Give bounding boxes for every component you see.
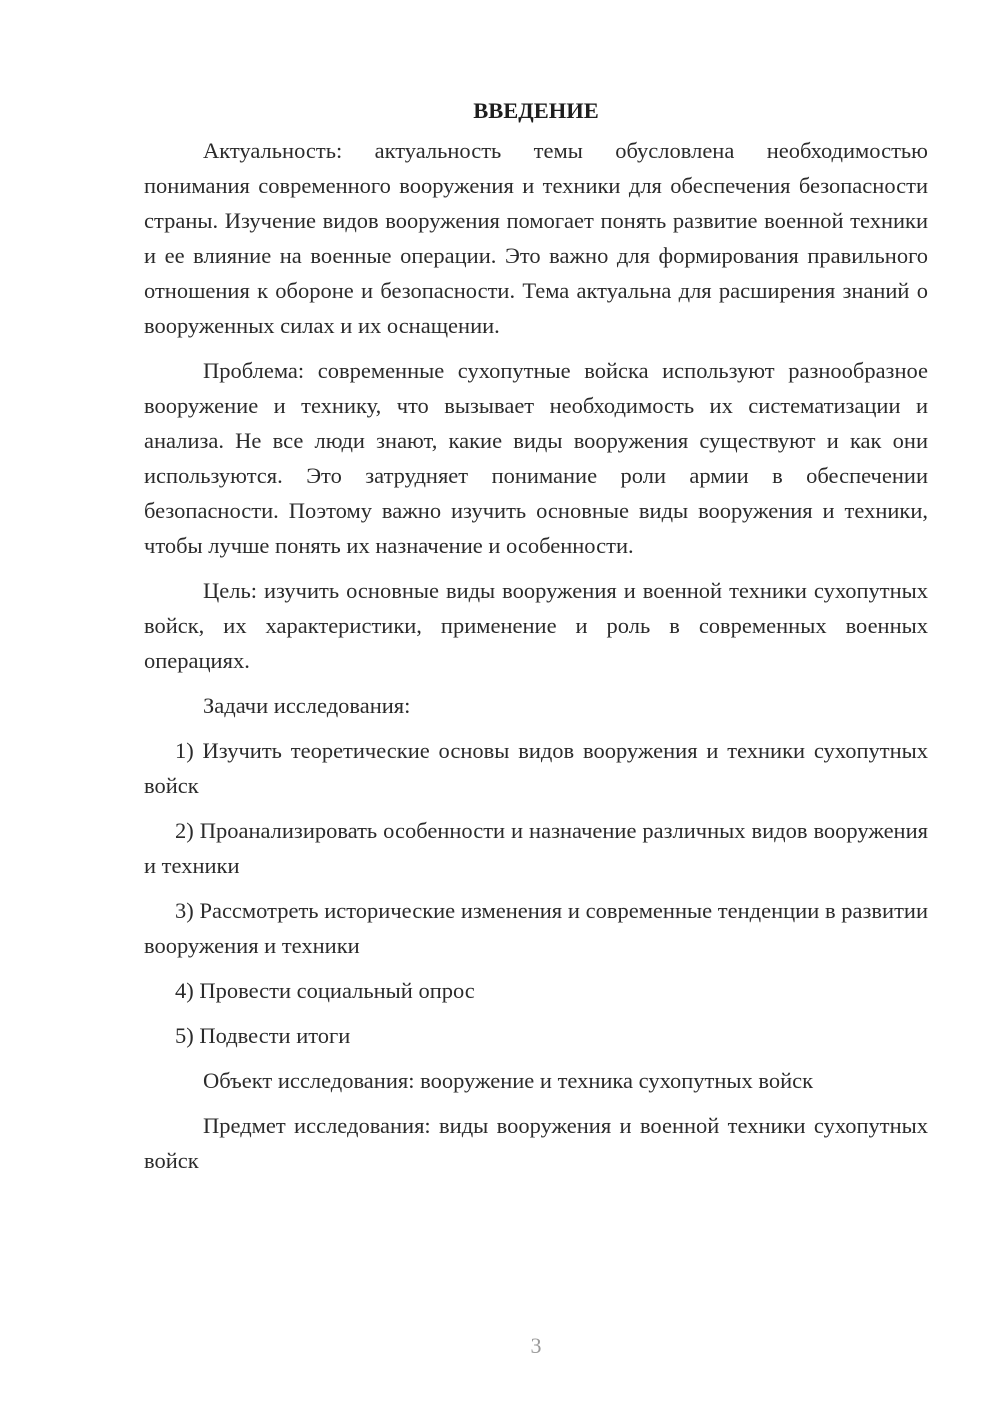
document-page	[144, 96, 928, 1188]
task-item-1: 1) Изучить теоретические основы видов вооружения и техники сухопутных войск	[144, 738, 928, 798]
task-item-5: 5) Подвести итоги	[175, 1023, 351, 1048]
task-item-2: 2) Проанализировать особенности и назначение различных видов вооружения и техники	[144, 818, 928, 878]
paragraph-goal: Цель: изучить основные виды вооружения и военной техники сухопутных войск, их характеристики, применение и роль в современных военных операциях.	[144, 578, 928, 673]
task-item-3: 3) Рассмотреть исторические изменения и современные тенденции в развитии вооружения и техники	[144, 898, 928, 958]
paragraph-subject: Предмет исследования: виды вооружения и военной техники сухопутных войск	[144, 1113, 928, 1173]
tasks-heading: Задачи исследования:	[203, 693, 411, 718]
page-number: 3	[530, 1333, 542, 1358]
paragraph-object: Объект исследования: вооружение и техника сухопутных войск	[203, 1068, 814, 1093]
section-title: ВВЕДЕНИЕ	[473, 98, 599, 123]
paragraph-problem: Проблема: современные сухопутные войска используют разнообразное вооружение и технику, что вызывает необходимость их систематизации и анализа. Не все люди знают, какие виды вооружения существуют и как они используются. Это затрудняет понимание роли армии в обеспечении безопасности. Поэтому важно изучить основные виды вооружения и техники, чтобы лучше понять их назначение и особенности.	[144, 358, 928, 558]
task-item-4: 4) Провести социальный опрос	[175, 978, 475, 1003]
paragraph-relevance: Актуальность: актуальность темы обусловлена необходимостью понимания современного вооружения и техники для обеспечения безопасности страны. Изучение видов вооружения помогает понять развитие военной техники и ее влияние на военные операции. Это важно для формирования правильного отношения к обороне и безопасности. Тема актуальна для расширения знаний о вооруженных силах и их оснащении.	[144, 138, 928, 338]
